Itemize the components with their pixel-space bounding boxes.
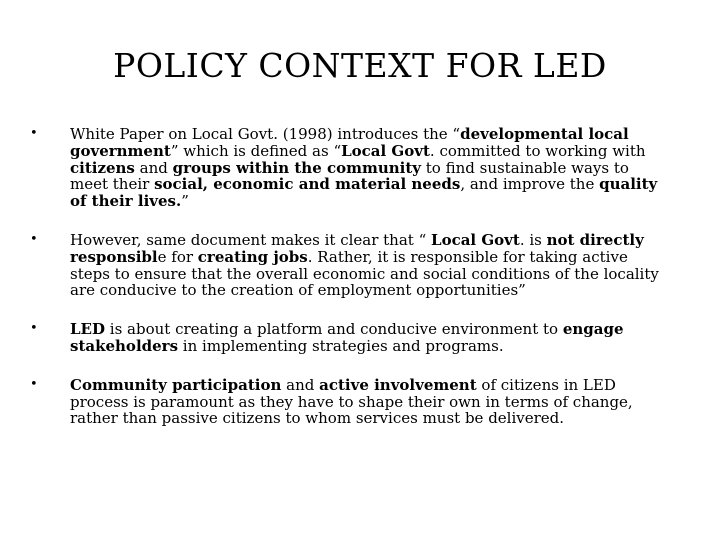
bold-phrase: engage stakeholders — [70, 320, 624, 355]
bullet-dot: • — [30, 231, 38, 247]
bullet-item — [28, 377, 668, 427]
bold-phrase: groups within the community — [172, 158, 421, 177]
bullet-text — [70, 376, 633, 428]
text-run: . Rather, it is responsible for taking active steps to ensure that the overall economic and social conditions of the locality are conducive to the creation of employment opportunities” — [70, 247, 659, 300]
bold-phrase: Community participation — [70, 375, 282, 394]
bold-phrase: creating jobs — [197, 247, 308, 266]
slide-title: POLICY CONTEXT FOR LED — [113, 46, 607, 85]
bold-phrase: not directly responsibl — [70, 230, 644, 266]
text-run: ” which is defined as “ — [170, 141, 342, 160]
bullet-dot: • — [30, 376, 38, 392]
bold-phrase: developmental local government — [70, 125, 629, 160]
bold-phrase: quality of their lives. — [70, 175, 658, 211]
bold-phrase: citizens — [70, 158, 135, 177]
bold-phrase: LED — [70, 320, 105, 339]
text-run: and — [281, 375, 320, 394]
text-run: ” — [181, 192, 189, 211]
bullet-text — [70, 125, 657, 210]
bullet-item — [28, 126, 668, 210]
bold-phrase: active involvement — [319, 375, 477, 394]
bold-phrase: social, economic and material needs — [154, 175, 461, 194]
text-run: and — [134, 158, 173, 177]
bullet-dot: • — [30, 321, 38, 337]
text-run: in implementing strategies and programs. — [178, 336, 504, 355]
bullet-text — [70, 320, 624, 355]
text-run: to find sustainable ways to meet their — [70, 158, 629, 194]
text-run: . is — [519, 230, 547, 249]
bold-phrase: Local Govt — [341, 141, 430, 160]
bullet-item — [28, 232, 668, 299]
text-run: . committed to working with — [429, 141, 646, 160]
bullet-dot: • — [30, 126, 38, 141]
text-run: is about creating a platform and conducive environment to — [105, 320, 563, 339]
text-run: e for — [157, 247, 198, 266]
bullet-item — [28, 321, 668, 355]
text-run: However, same document makes it clear that “ — [70, 230, 432, 249]
bold-phrase: Local Govt — [431, 230, 520, 249]
text-run: , and improve the — [460, 175, 600, 194]
text-run: of citizens in LED process is paramount as they have to shape their own in terms of change, rather than passive citizens to whom services must be delivered. — [70, 375, 633, 428]
bullet-list — [28, 126, 668, 427]
bullet-text — [70, 231, 659, 299]
text-run: White Paper on Local Govt. (1998) introduces the “ — [70, 125, 461, 143]
